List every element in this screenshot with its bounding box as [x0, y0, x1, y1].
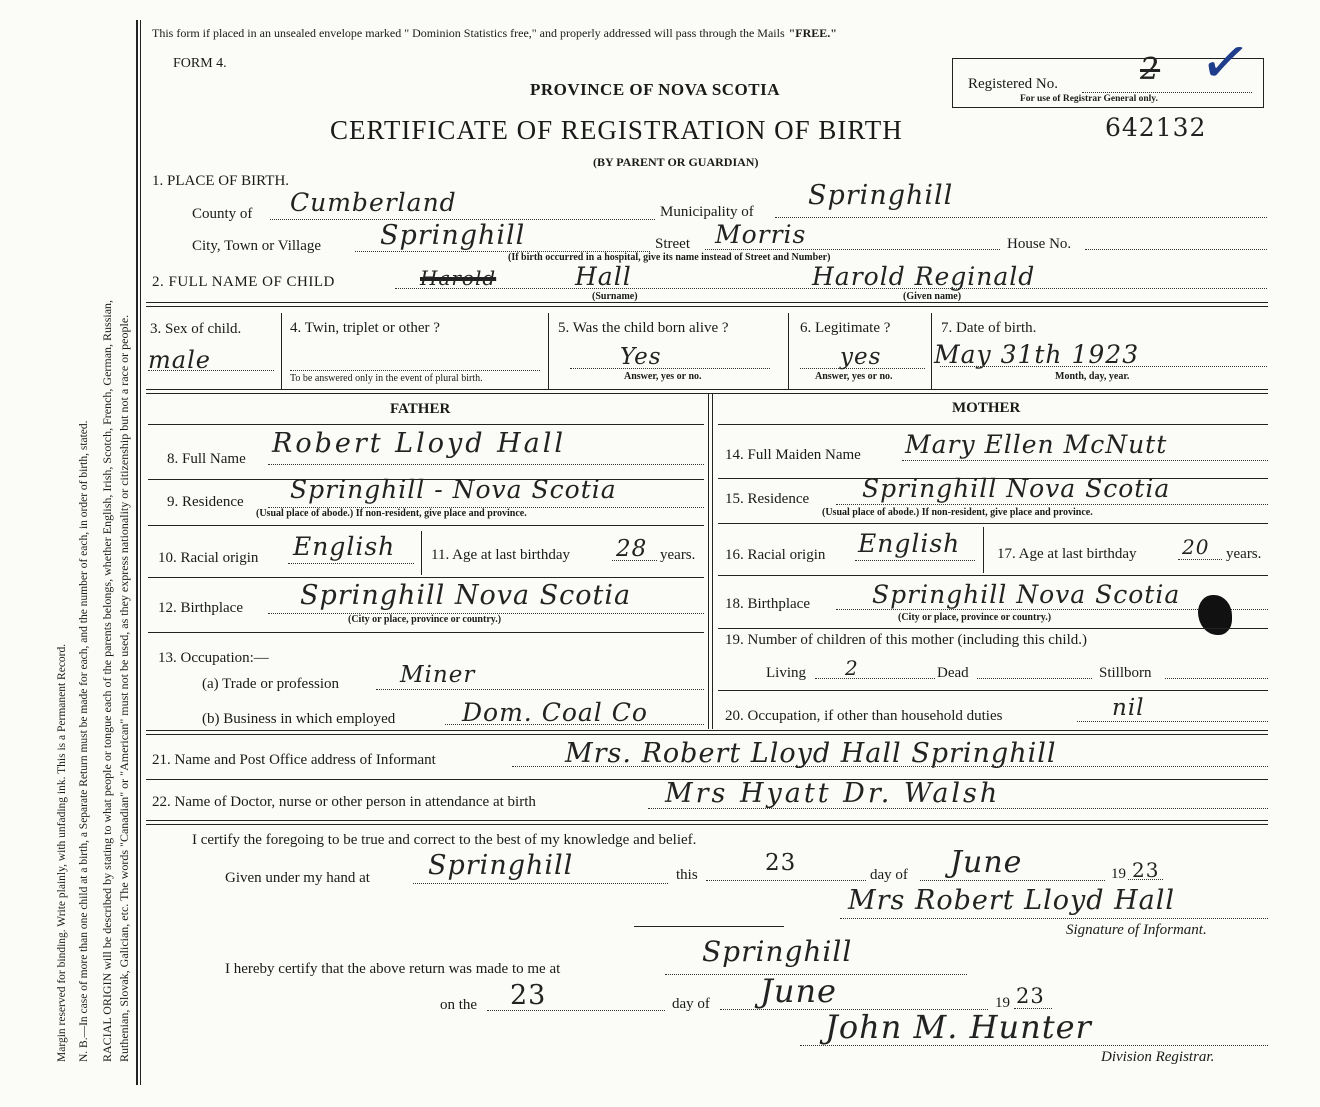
divider-4 [548, 313, 549, 389]
father-heading: FATHER [390, 401, 451, 417]
registrar-signature: John M. Hunter [825, 1008, 1092, 1046]
father-business-label: (b) Business in which employed [202, 711, 396, 727]
child-surname-value: Hall [575, 262, 632, 291]
check-mark-icon: ✓ [1195, 26, 1255, 100]
stillborn-line [1165, 678, 1268, 679]
stillborn-label: Stillborn [1099, 665, 1152, 681]
informant-signature-caption: Signature of Informant. [1066, 922, 1207, 938]
registrar-signature-line [800, 1045, 1268, 1046]
mother-occupation-value: nil [1112, 695, 1145, 721]
living-label: Living [766, 665, 806, 681]
street-label: Street [655, 236, 690, 252]
margin-note-binding: Margin reserved for binding. Write plainly, with unfading ink. This is a Permanent Record. [56, 643, 68, 1062]
city-label: City, Town or Village [192, 238, 322, 254]
alive-line [570, 368, 770, 369]
registered-label: Registered No. [968, 76, 1058, 92]
mother-children-label: 19. Number of children of this mother (including this child.) [725, 632, 1088, 648]
municipality-line [775, 217, 1267, 218]
house-line [1085, 249, 1267, 250]
reg-day-of-label: day of [672, 996, 710, 1012]
registrar-place-value: Springhill [702, 935, 853, 968]
informant-signature-line [840, 918, 1268, 919]
on-the-label: on the [440, 997, 478, 1013]
mother-residence-line [836, 504, 1268, 505]
province-heading: PROVINCE OF NOVA SCOTIA [530, 80, 781, 99]
sex-line [148, 370, 274, 371]
twin-note: To be answered only in the event of plural birth. [290, 373, 483, 384]
month-line [920, 880, 1105, 881]
divider-5 [788, 313, 789, 389]
alive-value: Yes [620, 344, 662, 370]
reg-day-value: 23 [510, 980, 547, 1011]
house-label: House No. [1007, 236, 1072, 252]
rule-j [634, 926, 784, 927]
registrar-signature-caption: Division Registrar. [1101, 1049, 1215, 1065]
father-name-line [268, 464, 704, 465]
margin-note-racial-origin: RACIAL ORIGIN will be described by stating to what people or tongue each of the parents belongs, whether English, Irish, Scotch, French, German, Russian, [100, 299, 114, 1062]
given-place-line [413, 883, 668, 884]
mother-heading: MOTHER [952, 400, 1021, 416]
mother-racial-line [855, 560, 975, 561]
mother-racial-label: 16. Racial origin [725, 547, 826, 563]
father-residence-value: Springhill - Nova Scotia [290, 475, 617, 504]
father-racial-label: 10. Racial origin [158, 550, 259, 566]
mother-birthplace-caption: (City or place, province or country.) [898, 612, 1052, 623]
father-racial-divider [421, 531, 422, 575]
sex-label: 3. Sex of child. [150, 321, 242, 337]
father-trade-value: Miner [400, 662, 476, 688]
year-line [1128, 879, 1163, 880]
municipality-label: Municipality of [660, 204, 754, 220]
mother-age-line [1178, 559, 1222, 560]
rule-a [146, 302, 1268, 303]
left-border-inner [140, 20, 141, 1085]
father-birthplace-label: 12. Birthplace [158, 600, 243, 616]
legitimate-label: 6. Legitimate ? [800, 320, 891, 336]
left-border [136, 20, 138, 1085]
twin-line [290, 370, 540, 371]
father-rule-5 [148, 632, 704, 633]
certify-statement: I certify the foregoing to be true and correct to the best of my knowledge and belief. [192, 832, 697, 848]
reg-year-prefix: 19 [995, 995, 1010, 1011]
year-value: 23 [1132, 858, 1160, 882]
rule-h [146, 820, 1268, 821]
father-name-label: 8. Full Name [167, 451, 246, 467]
county-value: Cumberland [290, 188, 457, 217]
dob-value: May 31th 1923 [934, 340, 1140, 369]
legitimate-line [800, 368, 925, 369]
street-line [705, 249, 1000, 250]
reg-year-value: 23 [1016, 984, 1045, 1008]
given-caption: (Given name) [903, 291, 962, 302]
city-value: Springhill [380, 220, 526, 251]
informant-value: Mrs. Robert Lloyd Hall Springhill [565, 738, 1057, 769]
hospital-note: (If birth occurred in a hospital, give its name instead of Street and Number) [508, 252, 831, 263]
informant-signature: Mrs Robert Lloyd Hall [848, 885, 1176, 916]
mother-residence-value: Springhill Nova Scotia [862, 474, 1171, 503]
mother-residence-label: 15. Residence [725, 491, 810, 507]
given-place-value: Springhill [428, 850, 574, 881]
twin-label: 4. Twin, triplet or other ? [290, 320, 440, 336]
divider-3 [281, 313, 282, 389]
child-name-struck: Harold [420, 266, 497, 290]
mother-rule-4 [718, 575, 1268, 576]
mother-occupation-label: 20. Occupation, if other than household duties [725, 708, 1003, 724]
mother-rule-3 [718, 523, 1268, 524]
municipality-value: Springhill [808, 180, 954, 211]
rule-c [146, 389, 1268, 390]
rule-i [146, 824, 1268, 825]
mother-rule-6 [718, 690, 1268, 691]
father-age-unit: years. [660, 547, 696, 563]
alive-label: 5. Was the child born alive ? [558, 320, 729, 336]
registrar-statement: I hereby certify that the above return was made to me at [225, 961, 561, 977]
alive-caption: Answer, yes or no. [624, 371, 702, 382]
day-line [706, 880, 866, 881]
ink-blot [1198, 595, 1232, 635]
mother-age-value: 20 [1182, 535, 1210, 559]
mother-residence-caption: (Usual place of abode.) If non-resident, give place and province. [822, 507, 1093, 518]
margin-note-racial-origin-cont: Ruthenian, Slovak, Galician, etc. The words "Canadian" or "American" must not be used, as they express nationality or citizenship but not a race or people. [117, 314, 131, 1062]
mother-name-value: Mary Ellen McNutt [905, 430, 1168, 459]
sex-value: male [148, 346, 211, 374]
parent-divider-a [708, 393, 709, 729]
registered-value: 2 [1140, 52, 1161, 87]
living-line [815, 678, 935, 679]
form-number: FORM 4. [173, 56, 227, 71]
surname-caption: (Surname) [592, 291, 638, 302]
dead-label: Dead [937, 665, 969, 681]
mail-notice: This form if placed in an unsealed envelope marked " Dominion Statistics free," and properly addressed will pass through the Mails "FREE." [152, 26, 837, 40]
mother-name-label: 14. Full Maiden Name [725, 447, 861, 463]
mother-age-unit: years. [1226, 546, 1262, 562]
father-birthplace-value: Springhill Nova Scotia [300, 580, 632, 611]
dead-line [977, 678, 1092, 679]
father-rule-3 [148, 525, 704, 526]
doctor-value: Mrs Hyatt Dr. Walsh [665, 778, 1001, 809]
day-of-label: day of [870, 867, 908, 883]
father-rule-1 [148, 424, 704, 425]
living-value: 2 [845, 656, 859, 680]
parent-divider-b [712, 393, 713, 729]
rule-e [146, 730, 1268, 731]
divider-6 [931, 313, 932, 389]
legitimate-caption: Answer, yes or no. [815, 371, 893, 382]
mother-rule-5 [718, 628, 1268, 629]
certificate-subtitle: (BY PARENT OR GUARDIAN) [593, 155, 759, 169]
mother-racial-value: English [858, 529, 961, 558]
father-trade-label: (a) Trade or profession [202, 676, 340, 692]
father-occupation-label: 13. Occupation:— [158, 650, 269, 666]
registrar-use-note: For use of Registrar General only. [1020, 94, 1158, 104]
father-racial-line [288, 563, 414, 564]
mother-birthplace-value: Springhill Nova Scotia [872, 580, 1181, 609]
rule-f [146, 734, 1268, 735]
father-residence-caption: (Usual place of abode.) If non-resident, give place and province. [256, 508, 527, 519]
given-under-label: Given under my hand at [225, 870, 370, 886]
mother-occupation-line [1077, 721, 1268, 722]
county-label: County of [192, 206, 253, 222]
father-birthplace-caption: (City or place, province or country.) [348, 614, 502, 625]
dob-caption: Month, day, year. [1055, 371, 1130, 382]
certificate-title: CERTIFICATE OF REGISTRATION OF BIRTH [330, 115, 903, 145]
father-residence-label: 9. Residence [167, 494, 244, 510]
dob-line [940, 366, 1267, 367]
mother-rule-1 [718, 424, 1268, 425]
reg-month-value: June [760, 972, 837, 1010]
rule-b [146, 306, 1268, 307]
mother-birthplace-label: 18. Birthplace [725, 596, 810, 612]
father-age-value: 28 [616, 536, 648, 562]
margin-note-plural-birth: N. B.—In case of more than one child at a birth, a Separate Return must be made for each, and the number of each, in order of birth, stated. [78, 420, 90, 1062]
street-value: Morris [715, 220, 807, 249]
day-value: 23 [765, 850, 797, 876]
legitimate-value: yes [840, 344, 882, 370]
father-business-value: Dom. Coal Co [462, 698, 648, 727]
father-age-label: 11. Age at last birthday [431, 547, 570, 563]
this-label: this [676, 867, 698, 883]
certificate-number: 642132 [1105, 113, 1207, 142]
mother-age-label: 17. Age at last birthday [997, 546, 1137, 562]
rule-d [146, 393, 1268, 394]
mother-name-line [902, 460, 1268, 461]
child-name-label: 2. FULL NAME OF CHILD [152, 274, 335, 290]
informant-label: 21. Name and Post Office address of Informant [152, 752, 436, 768]
father-racial-value: English [293, 532, 396, 561]
month-value: June [950, 845, 1023, 880]
father-trade-line [376, 689, 704, 690]
father-rule-4 [148, 577, 704, 578]
dob-label: 7. Date of birth. [941, 320, 1037, 336]
child-given-value: Harold Reginald [812, 262, 1036, 291]
doctor-label: 22. Name of Doctor, nurse or other person in attendance at birth [152, 794, 536, 810]
year-prefix: 19 [1111, 866, 1126, 882]
mother-racial-divider [983, 527, 984, 573]
place-of-birth-heading: 1. PLACE OF BIRTH. [152, 173, 290, 189]
father-name-value: Robert Lloyd Hall [272, 428, 567, 459]
